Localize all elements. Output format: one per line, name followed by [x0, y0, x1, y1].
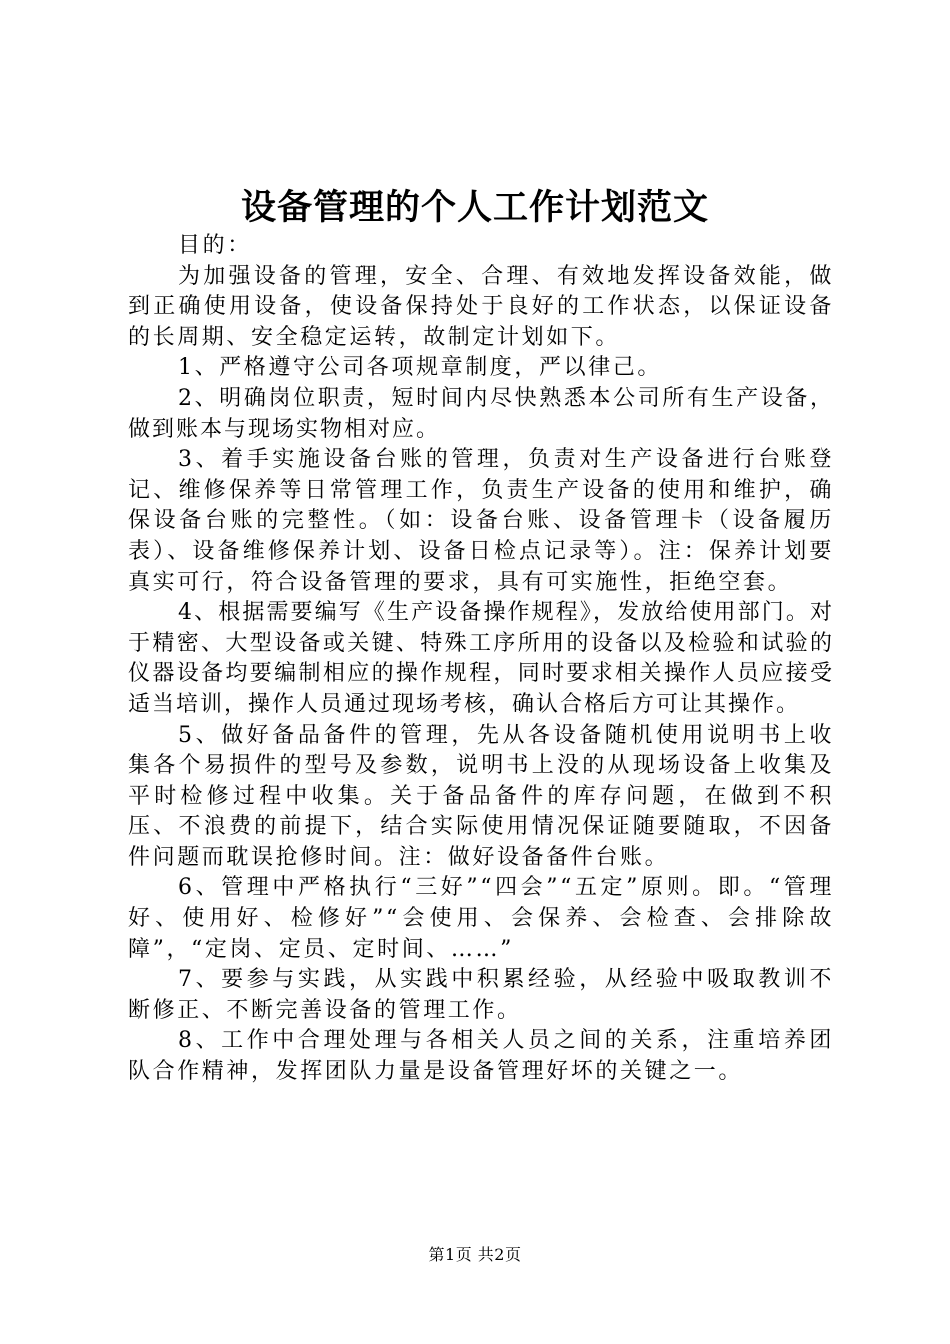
paragraph-item-8: 8、工作中合理处理与各相关人员之间的关系，注重培养团队合作精神，发挥团队力量是设备管理好坏的关键之一。 — [128, 1028, 834, 1085]
paragraph-item-3: 3、着手实施设备台账的管理，负责对生产设备进行台账登记、维修保养等日常管理工作，负责生产设备的使用和维护，确保设备台账的完整性。（如：设备台账、设备管理卡（设备履历表）、设备维修保养计划、设备日检点记录等）。注：保养计划要真实可行，符合设备管理的要求，具有可实施性，拒绝空套。 — [128, 447, 834, 595]
paragraph-item-4: 4、根据需要编写《生产设备操作规程》，发放给使用部门。对于精密、大型设备或关键、特殊工序所用的设备以及检验和试验的仪器设备均要编制相应的操作规程，同时要求相关操作人员应接受适当培训，操作人员通过现场考核，确认合格后方可让其操作。 — [128, 600, 834, 717]
paragraph-item-7: 7、要参与实践，从实践中积累经验，从经验中吸取教训不断修正、不断完善设备的管理工作。 — [128, 967, 834, 1023]
paragraph-item-5: 5、做好备品备件的管理，先从各设备随机使用说明书上收集各个易损件的型号及参数，说明书上没的从现场设备上收集及平时检修过程中收集。关于备品备件的库存问题，在做到不积压、不浪费的前提下，结合实际使用情况保证随要随取，不因备件问题而耽误抢修时间。注：做好设备备件台账。 — [128, 722, 834, 870]
paragraph-purpose: 为加强设备的管理，安全、合理、有效地发挥设备效能，做到正确使用设备，使设备保持处于良好的工作状态，以保证设备的长周期、安全稳定运转，故制定计划如下。 — [128, 263, 834, 350]
paragraph-item-1: 1、严格遵守公司各项规章制度，严以律己。 — [178, 355, 662, 381]
paragraph-purpose-heading: 目的： — [178, 233, 252, 258]
paragraph-item-6: 6、管理中严格执行“三好”“四会”“五定”原则。即。“管理好、使用好、检修好”“会使用、会保养、会检查、会排除故障”，“定岗、定员、定时间、……” — [128, 875, 834, 962]
page-footer: 第1页 共2页 — [428, 1245, 522, 1264]
paragraph-item-2: 2、明确岗位职责，短时间内尽快熟悉本公司所有生产设备，做到账本与现场实物相对应。 — [128, 385, 834, 442]
document-body — [128, 231, 834, 1088]
document-title: 设备管理的个人工作计划范文 — [240, 188, 709, 228]
